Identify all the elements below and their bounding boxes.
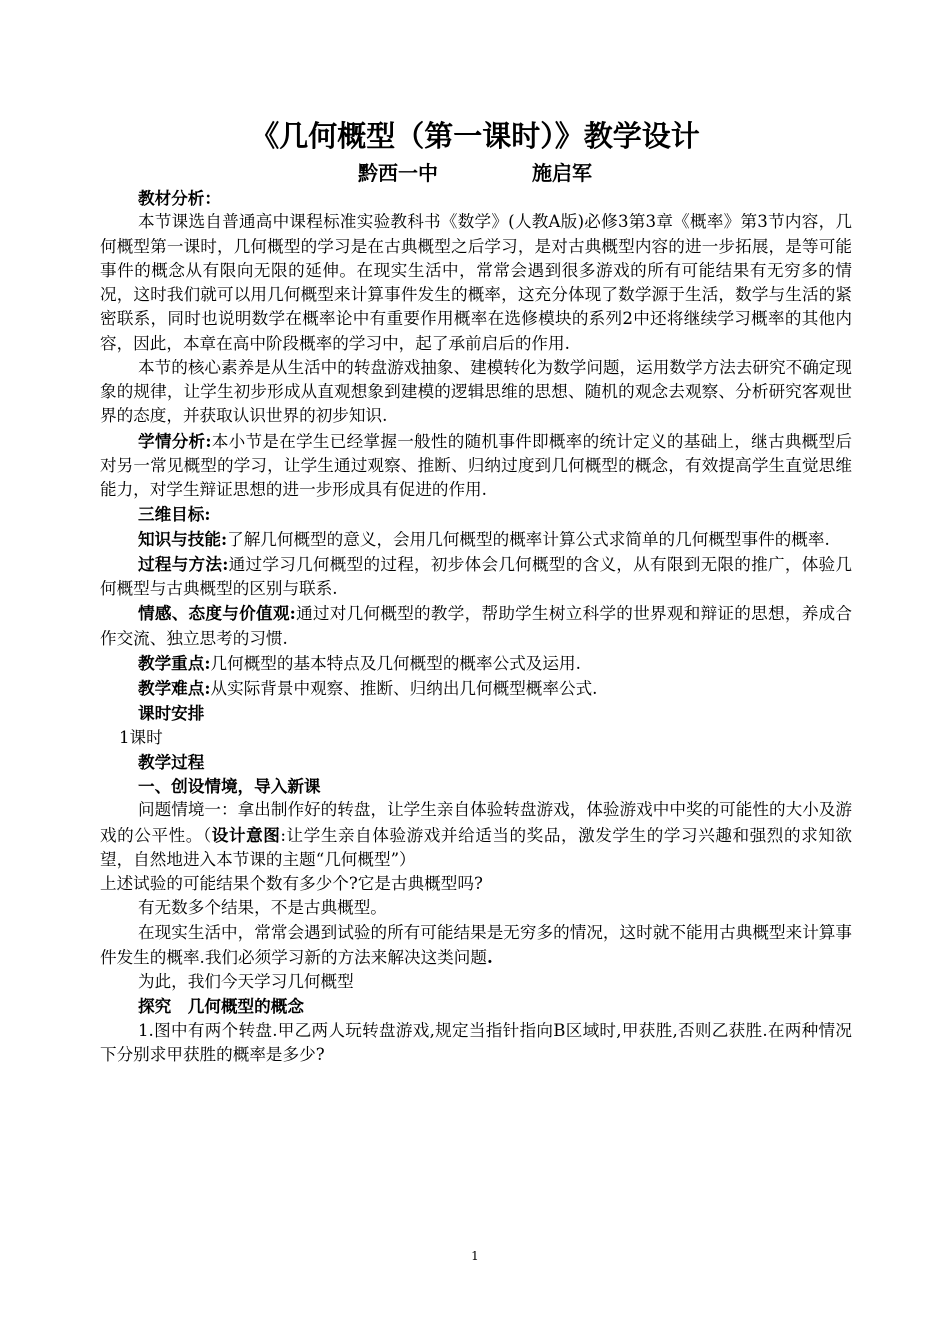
difficulty-label: 教学难点: [138,678,211,698]
section-heading-material: 教材分析： [138,188,221,208]
reality-period: . [486,946,493,967]
school-name: 黔西一中 [358,161,438,185]
process-text: 通过学习几何概型的过程，初步体会几何概型的含义，从有限到无限的推广，体验几何概型与古典概型的区别与联系. [100,554,852,598]
paragraph-emotion [100,601,852,651]
paragraph-difficulty [100,676,852,701]
paragraph-process-method [100,552,852,602]
design-intent-text: :让学生亲自体验游戏并给适当的奖品，激发学生的学习兴趣和强烈的求知欲望，自然地进入本节课的主题“几何概型”） [100,825,853,869]
focus-text: 几何概型的基本特点及几何概型的概率公式及运用. [210,653,581,673]
section-heading-schedule: 课时安排 [138,703,205,724]
paragraph-explore-1: 1.图中有两个转盘.甲乙两人玩转盘游戏,规定当指针指向B区域时,甲获胜,否则乙获胜.在两种情况下分别求甲获胜的概率是多少? [100,1020,852,1064]
document-title: 《几何概型（第一课时）》教学设计 [250,119,700,153]
paragraph-focus [100,651,852,676]
section-heading-process: 教学过程 [138,751,205,772]
difficulty-text: 从实际背景中观察、推断、归纳出几何概型概率公式. [210,679,598,698]
byline [0,160,950,186]
paragraph-knowledge [100,527,852,552]
author-name: 施启军 [532,161,592,185]
learner-text: 本小节是在学生已经掌握一般性的随机事件即概率的统计定义的基础上，继古典概型后对另一常见概型的学习，让学生通过观察、推断、归纳过度到几何概型的概念，有效提高学生直觉思维能力，对学生辩证思想的进一步形成具有促进的作用. [100,431,852,499]
page-number: 1 [471,1249,479,1263]
step1-heading: 一、创设情境，导入新课 [138,776,321,796]
step1-answer: 有无数多个结果，不是古典概型。 [138,898,387,918]
emotion-label: 情感、态度与价值观: [138,603,296,624]
paragraph-step1-scenario [100,798,852,872]
reality-text: 在现实生活中，常常会遇到试验的所有可能结果是无穷多的情况，这时就不能用古典概型来计算事件发生的概率.我们必须学习新的方法来解决这类问题 [100,922,852,967]
learner-label: 学情分析: [138,430,212,451]
step1-question: 上述试验的可能结果个数有多少个?它是古典概型吗? [100,874,483,893]
focus-label: 教学重点: [138,652,211,673]
emotion-text: 通过对几何概型的教学，帮助学生树立科学的世界观和辩证的思想，养成合作交流、独立思考的习惯. [100,604,852,648]
knowledge-text: 了解几何概型的意义，会用几何概型的概率计算公式求简单的几何概型事件的概率. [227,529,830,549]
paragraph-material-2: 本节的核心素养是从生活中的转盘游戏抽象、建模转化为数学问题，运用数学方法去研究不确定现象的规律，让学生初步形成从直观想象到建模的逻辑思维的思想、随机的观念去观察、分析研究客观世界的态度，并获取认识世界的初步知识. [100,357,852,426]
paragraph-learner [100,429,852,503]
paragraph-step1-intro: 为此，我们今天学习几何概型 [138,972,354,991]
scenario-text: 问题情境一：拿出制作好的转盘，让学生亲自体验转盘游戏，体验游戏中中奖的可能性的大小及游戏的公平性。（ [100,800,852,845]
schedule-text: 1课时 [119,727,163,747]
document-body [100,186,852,1067]
process-label: 过程与方法: [138,553,229,574]
paragraph-material-1: 本节课选自普通高中课程标准实验教科书《数学》(人教A版)必修3第3章《概率》第3节内容，几何概型第一课时，几何概型的学习是在古典概型之后学习，是对古典概型内容的进一步拓展，是等可能事件的概念从有限向无限的延伸。在现实生活中，常常会遇到很多游戏的所有可能结果有无穷多的情况，这时我们就可以用几何概型来计算事件发生的概率，这充分体现了数学源于生活，数学与生活的紧密联系，同时也说明数学在概率论中有重要作用概率在选修模块的系列2中还将继续学习概率的其他内容，因此，本章在高中阶段概率的学习中，起了承前启后的作用. [100,212,852,353]
explore-heading: 探究 几何概型的概念 [138,996,304,1017]
design-intent-label: 设计意图 [211,824,281,845]
knowledge-label: 知识与技能: [138,528,228,549]
paragraph-step1-reality [100,921,852,971]
section-heading-goals: 三维目标: [138,504,211,525]
